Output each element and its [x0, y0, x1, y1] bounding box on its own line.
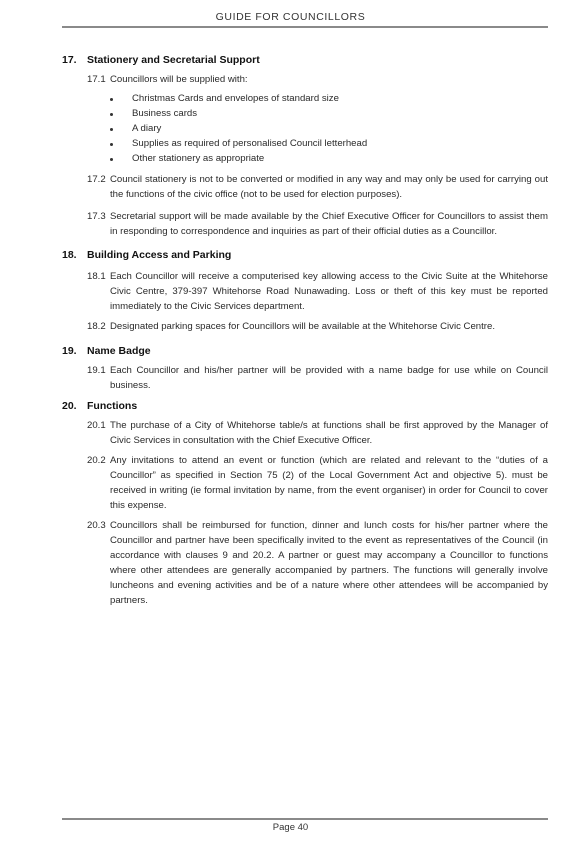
paragraph-text: Councillors shall be reimbursed for function, dinner and lunch costs for his/her partner where the Councillor and partner have been specifically invited to the event as representatives of the Council (in accordance with clauses 9 and 20.2. A partner or guest may accompany a Councillor to functions where other attendees are generally accompanied by partners. The functions will generally involve luncheons and evening activities and be of a nature where other attendees will be accompanied by partners.	[110, 520, 548, 606]
list-item: A diary	[110, 121, 548, 136]
bullet-icon	[110, 98, 113, 101]
supplies-list	[110, 91, 548, 166]
paragraph-text: Council stationery is not to be converted or modified in any way and may only be used for carrying out the functions of the civic office (not to be used for election purposes).	[110, 174, 548, 200]
paragraph-number: 17.3	[87, 211, 106, 222]
bullet-icon	[110, 143, 113, 146]
paragraph-number: 19.1	[87, 365, 106, 376]
section-number: 18.	[62, 249, 77, 261]
section-title: Stationery and Secretarial Support	[87, 54, 260, 66]
paragraph-20-3	[87, 518, 548, 608]
paragraph-number: 17.1	[87, 74, 106, 85]
list-item: Christmas Cards and envelopes of standard size	[110, 91, 548, 106]
paragraph-number: 20.1	[87, 420, 106, 431]
section-title: Building Access and Parking	[87, 249, 232, 261]
paragraph-20-2	[87, 453, 548, 513]
paragraph-18-1	[87, 269, 548, 314]
paragraph-17-1	[87, 72, 548, 166]
list-item: Supplies as required of personalised Council letterhead	[110, 136, 548, 151]
section-19	[62, 344, 548, 393]
section-heading	[62, 53, 548, 67]
section-heading	[62, 344, 548, 358]
paragraph-text: Councillors will be supplied with:	[110, 74, 248, 85]
section-20	[62, 399, 548, 608]
section-17	[62, 53, 548, 239]
document-body	[62, 53, 548, 608]
header-title: GUIDE FOR COUNCILLORS	[215, 11, 366, 23]
paragraph-number: 18.1	[87, 271, 106, 282]
paragraph-17-2	[87, 172, 548, 202]
list-item: Business cards	[110, 106, 548, 121]
paragraph-number: 18.2	[87, 321, 106, 332]
paragraph-text: Secretarial support will be made available by the Chief Executive Officer for Councillors to assist them in responding to correspondence and inquiries as part of their official duties as a Councillor.	[110, 211, 548, 237]
header-divider	[62, 26, 548, 28]
paragraph-18-2	[87, 319, 548, 334]
section-number: 19.	[62, 345, 77, 357]
paragraph-text: Designated parking spaces for Councillors will be available at the Whitehorse Civic Centre.	[110, 321, 496, 332]
paragraph-number: 20.3	[87, 520, 106, 531]
paragraph-20-1	[87, 418, 548, 448]
bullet-icon	[110, 113, 113, 116]
paragraph-19-1	[87, 363, 548, 393]
section-title: Functions	[87, 400, 138, 412]
paragraph-number: 17.2	[87, 174, 106, 185]
paragraph-text: Each Councillor and his/her partner will be provided with a name badge for use while on Council business.	[110, 365, 548, 391]
section-number: 20.	[62, 400, 77, 412]
bullet-icon	[110, 128, 113, 131]
list-item: Other stationery as appropriate	[110, 151, 548, 166]
paragraph-text: The purchase of a City of Whitehorse table/s at functions shall be first approved by the Manager of Civic Services in consultation with the Chief Executive Officer.	[110, 420, 548, 446]
section-title: Name Badge	[87, 345, 151, 357]
paragraph-text: Each Councillor will receive a computerised key allowing access to the Civic Suite at the Whitehorse Civic Centre, 379-397 Whitehorse Road Nunawading. Loss or theft of this key must be reported immediately to the Civic Services department.	[110, 271, 548, 312]
paragraph-17-3	[87, 209, 548, 239]
section-heading	[62, 248, 548, 262]
section-heading	[62, 399, 548, 413]
paragraph-text: Any invitations to attend an event or function (which are related and relevant to the “duties of a Councillor” as specified in Section 75 (2) of the Local Government Act and objective 5). must be received in writing (ie formal invitation by name, from the event organiser) in order for Council to cover this expense.	[110, 455, 548, 511]
section-18	[62, 248, 548, 334]
page-number: Page 40	[272, 822, 309, 833]
section-number: 17.	[62, 54, 77, 66]
bullet-icon	[110, 158, 113, 161]
paragraph-number: 20.2	[87, 455, 106, 466]
footer-divider	[62, 818, 548, 820]
